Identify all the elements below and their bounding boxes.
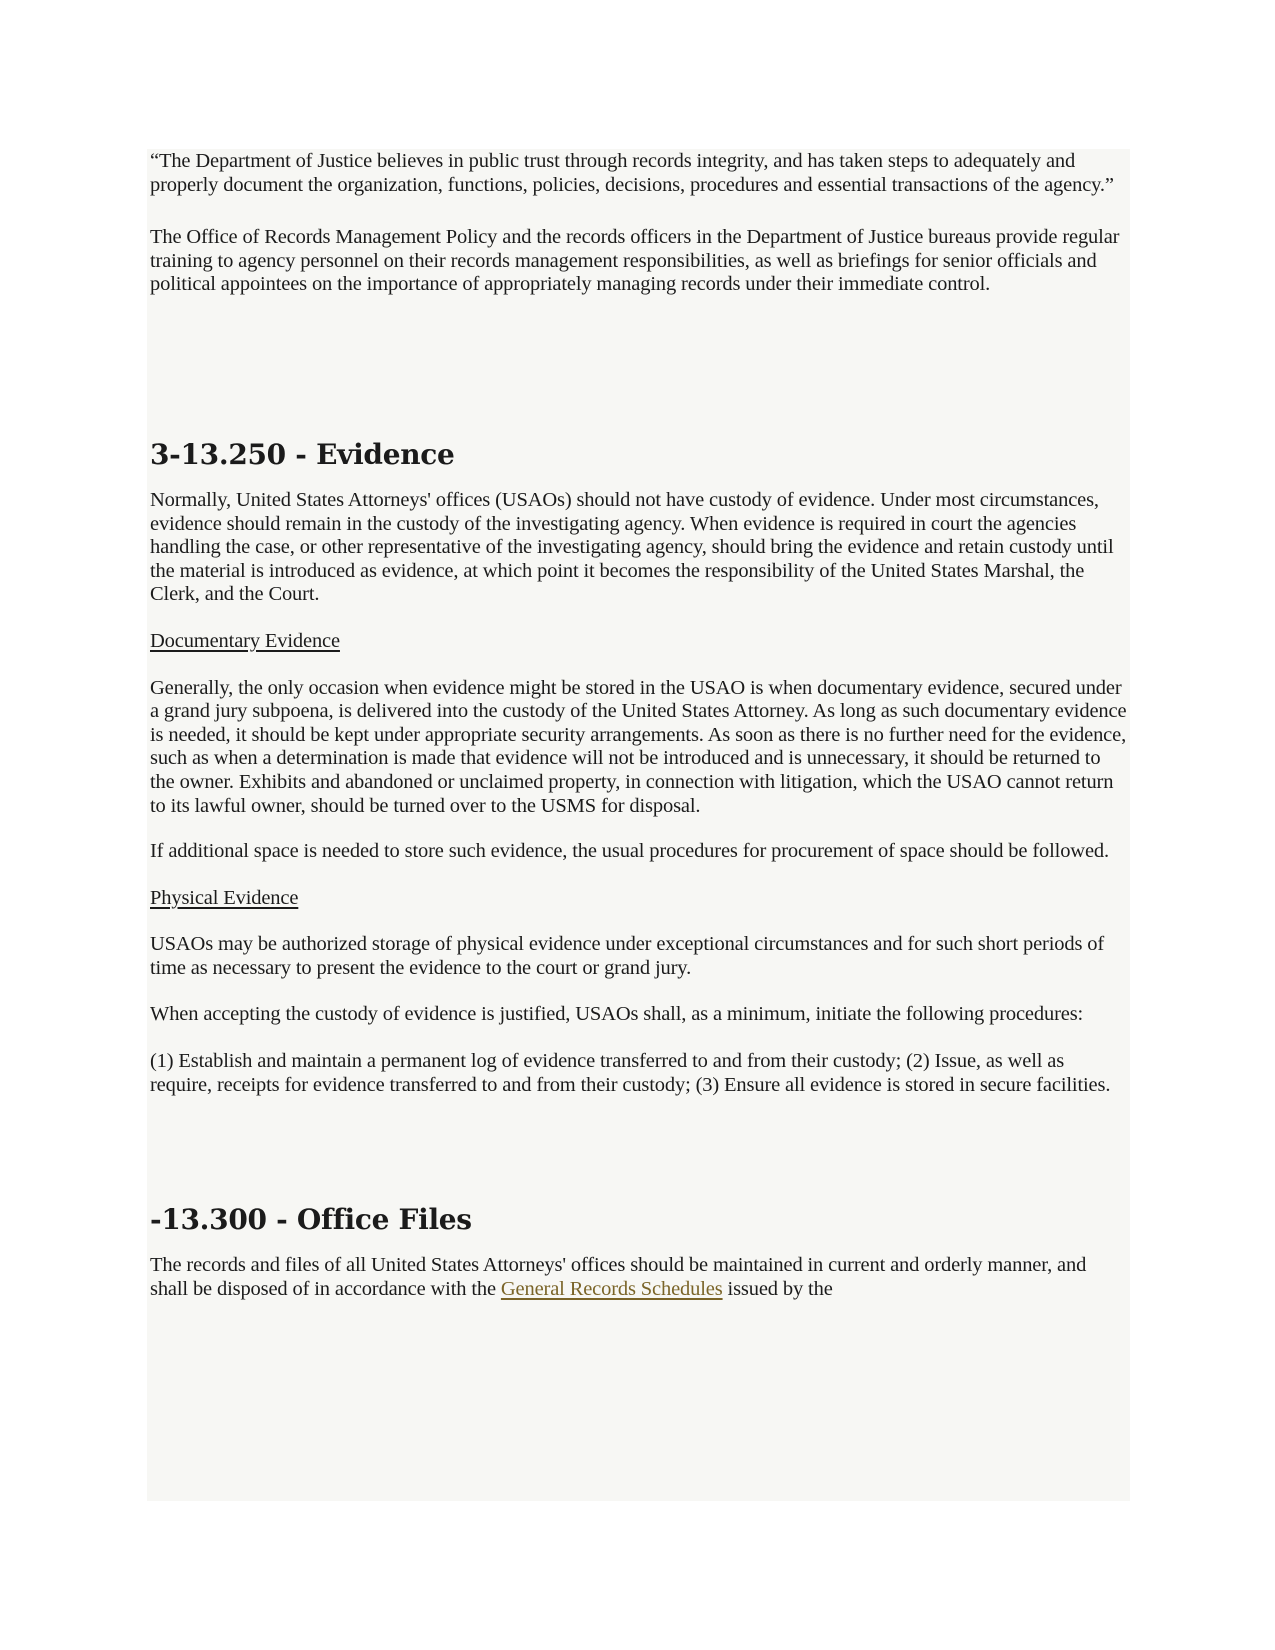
- physical-evidence-paragraph: USAOs may be authorized storage of physical evidence under exceptional circumstances and for such short periods of time as necessary to present the evidence to the court or grand jury.: [150, 933, 1105, 979]
- physical-evidence-heading: Physical Evidence: [150, 886, 299, 909]
- office-files-text-before-link: The records and files of all United States Attorneys' offices should be maintained in current and orderly manner, and shall be disposed of in accordance with the: [150, 1254, 1087, 1300]
- office-files-text-after-link: issued by the: [722, 1277, 833, 1300]
- section-heading-evidence: 3-13.250 - Evidence: [150, 437, 455, 471]
- office-files-paragraph: [150, 1254, 1128, 1301]
- storage-space-paragraph: If additional space is needed to store such evidence, the usual procedures for procurement of space should be followed.: [150, 840, 1109, 863]
- documentary-evidence-heading: Documentary Evidence: [150, 629, 340, 652]
- section-heading-office-files: -13.300 - Office Files: [150, 1203, 472, 1237]
- procedures-intro-paragraph: When accepting the custody of evidence is justified, USAOs shall, as a minimum, initiate the following procedures:: [150, 1003, 1084, 1026]
- document-content: [150, 150, 1128, 1301]
- evidence-intro-paragraph: Normally, United States Attorneys' offices (USAOs) should not have custody of evidence. Under most circumstances, evidence should remain in the custody of the investigating agency. When evidence is required in court the agencies handling the case, or other representative of the investigating agency, should bring the evidence and retain custody until the material is introduced as evidence, at which point it becomes the responsibility of the United States Marshal, the Clerk, and the Court.: [150, 488, 1114, 606]
- documentary-evidence-paragraph: Generally, the only occasion when evidence might be stored in the USAO is when documentary evidence, secured under a grand jury subpoena, is delivered into the custody of the United States Attorney. As long as such documentary evidence is needed, it should be kept under appropriate security arrangements. As soon as there is no further need for the evidence, such as when a determination is made that evidence will not be introduced and is unnecessary, it should be returned to the owner. Exhibits and abandoned or unclaimed property, in connection with litigation, which the USAO cannot return to its lawful owner, should be turned over to the USMS for disposal.: [150, 676, 1127, 817]
- procedures-list-paragraph: (1) Establish and maintain a permanent log of evidence transferred to and from their custody; (2) Issue, as well as require, receipts for evidence transferred to and from their custody; (3) Ensure all evidence is stored in secure facilities.: [150, 1050, 1111, 1096]
- general-records-schedules-link[interactable]: General Records Schedules: [500, 1277, 723, 1300]
- intro-quote: “The Department of Justice believes in public trust through records integrity, and has taken steps to adequately and properly document the organization, functions, policies, decisions, procedures and essential transactions of the agency.”: [150, 150, 1114, 196]
- intro-training-paragraph: The Office of Records Management Policy and the records officers in the Department of Justice bureaus provide regular training to agency personnel on their records management responsibilities, as well as briefings for senior officials and political appointees on the importance of appropriately managing records under their immediate control.: [150, 226, 1120, 296]
